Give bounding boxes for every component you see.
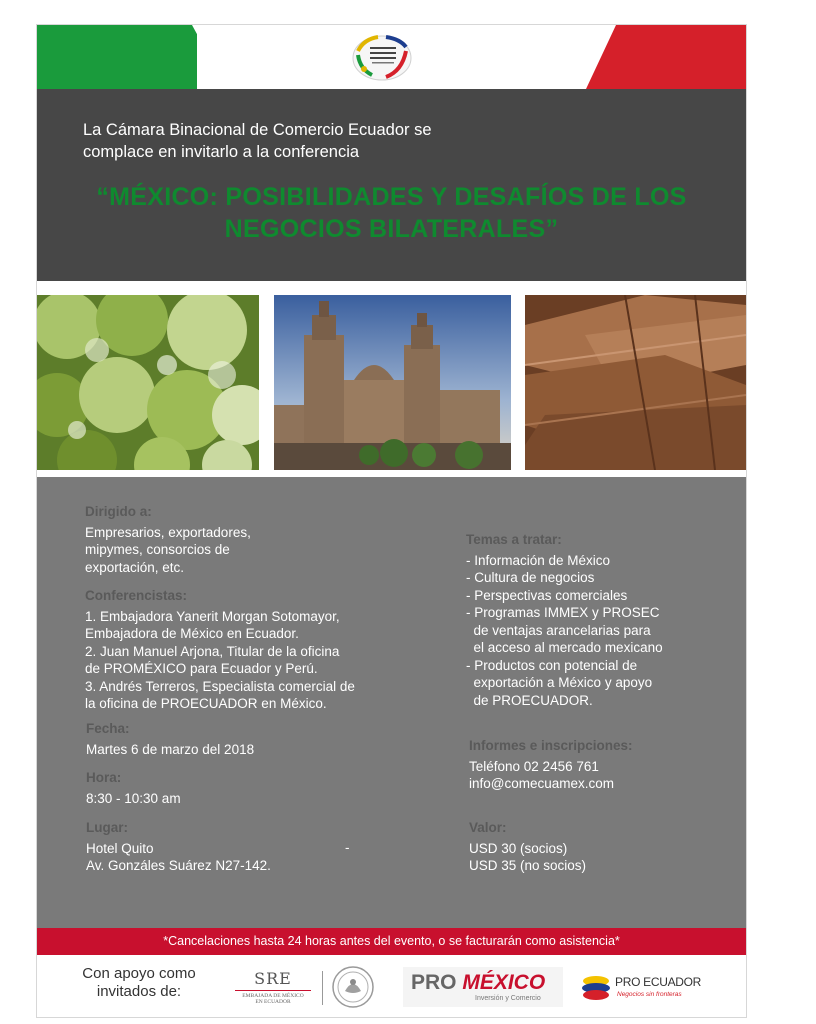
- event-date: Martes 6 de marzo del 2018: [86, 741, 255, 757]
- promexico-logo: [403, 967, 563, 1007]
- section-heading: Conferencistas:: [85, 588, 188, 603]
- section-heading: Informes e inscripciones:: [469, 738, 633, 753]
- support-text: [69, 965, 209, 1001]
- speaker-line: 1. Embajadora Yanerit Morgan Sotomayor,: [85, 608, 340, 624]
- photo-strip: [37, 295, 746, 470]
- contact-section: [469, 737, 633, 793]
- topic-line: - Información de México: [466, 552, 611, 568]
- sre-logo-rule: [235, 990, 311, 991]
- topic-line: de PROECUADOR.: [466, 692, 593, 708]
- proecuador-tagline: Negocios sin fronteras: [617, 991, 682, 998]
- cathedral-photo: [274, 295, 511, 470]
- red-flag-stripe: [586, 25, 746, 89]
- speaker-line: Embajadora de México en Ecuador.: [85, 626, 299, 641]
- support-line: Con apoyo como: [82, 965, 196, 982]
- green-flag-stripe: [37, 25, 197, 89]
- sre-logo-subtitle: EN ECUADOR: [255, 999, 291, 1005]
- promexico-mexico: MÉXICO: [462, 971, 546, 994]
- audience-line: exportación, etc.: [85, 559, 185, 575]
- speaker-line: la oficina de PROECUADOR en México.: [85, 696, 327, 711]
- broccoli-photo: [37, 295, 259, 470]
- conference-title: [37, 181, 746, 245]
- audience-section: [85, 503, 251, 576]
- venue-section: [86, 819, 271, 875]
- section-heading: Fecha:: [86, 721, 130, 736]
- sre-logo: [231, 969, 315, 1005]
- sre-logo-title: SRE: [254, 969, 292, 988]
- intro-line: La Cámara Binacional de Comercio Ecuador se: [83, 121, 432, 139]
- topic-line: - Cultura de negocios: [466, 570, 595, 585]
- flag-band: [37, 25, 746, 89]
- sre-logo-subtitle: EMBAJADA DE MÉXICO: [242, 993, 304, 999]
- cancellation-notice: *Cancelaciones hasta 24 horas antes del evento, o se facturarán como asistencia*: [37, 928, 746, 955]
- proecuador-logo: [577, 969, 707, 1007]
- speaker-line: 3. Andrés Terreros, Especialista comercial de: [85, 678, 355, 694]
- promexico-pro: PRO: [411, 971, 463, 994]
- speaker-line: 2. Juan Manuel Arjona, Titular de la oficina: [85, 643, 340, 659]
- topics-section: [466, 531, 663, 709]
- topic-line: de ventajas arancelarias para: [466, 622, 651, 638]
- support-line: invitados de:: [96, 983, 182, 1000]
- section-heading: Temas a tratar:: [466, 532, 562, 547]
- logo-divider: [322, 971, 323, 1005]
- chamber-logo-icon: [350, 31, 414, 83]
- venue-line: Av. Gonzáles Suárez N27-142.: [86, 858, 271, 873]
- header-panel: [37, 89, 746, 281]
- date-section: [86, 720, 254, 758]
- contact-phone: Teléfono 02 2456 761: [469, 758, 599, 774]
- mexico-seal-icon: [331, 965, 375, 1009]
- contact-email: info@comecuamex.com: [469, 776, 615, 791]
- section-heading: Hora:: [86, 770, 122, 785]
- promexico-tagline: Inversión y Comercio: [475, 995, 541, 1002]
- title-line: “MÉXICO: POSIBILIDADES Y DESAFÍOS DE LOS: [96, 183, 687, 211]
- speakers-section: [85, 587, 355, 713]
- price-line: USD 35 (no socios): [469, 858, 587, 873]
- section-heading: Valor:: [469, 820, 507, 835]
- speaker-line: de PROMÉXICO para Ecuador y Perú.: [85, 661, 318, 676]
- sponsors-footer: [37, 955, 746, 1017]
- audience-line: mipymes, consorcios de: [85, 542, 230, 557]
- chocolate-photo: [525, 295, 746, 470]
- topic-line: - Perspectivas comerciales: [466, 587, 628, 603]
- title-line: NEGOCIOS BILATERALES”: [224, 215, 559, 243]
- topic-line: el acceso al mercado mexicano: [466, 640, 663, 655]
- price-line: USD 30 (socios): [469, 840, 568, 856]
- topic-line: exportación a México y apoyo: [466, 675, 653, 690]
- topic-line: - Programas IMMEX y PROSEC: [466, 605, 660, 620]
- venue-dash: -: [345, 840, 350, 855]
- invitation-poster: [37, 25, 746, 1017]
- section-heading: Dirigido a:: [85, 504, 152, 519]
- promexico-wordmark: [411, 971, 545, 995]
- intro-line: complace en invitarlo a la conferencia: [83, 143, 360, 161]
- audience-line: Empresarios, exportadores,: [85, 524, 251, 540]
- intro-text: [83, 119, 553, 163]
- section-heading: Lugar:: [86, 820, 128, 835]
- time-section: [86, 769, 181, 807]
- venue-line: Hotel Quito: [86, 840, 154, 856]
- proecuador-wordmark: PRO ECUADOR: [615, 975, 702, 989]
- proecuador-flag-icon: [581, 973, 611, 1003]
- event-time: 8:30 - 10:30 am: [86, 790, 181, 806]
- event-info-panel: [37, 477, 746, 928]
- price-section: [469, 819, 586, 875]
- topic-line: - Productos con potencial de: [466, 657, 638, 673]
